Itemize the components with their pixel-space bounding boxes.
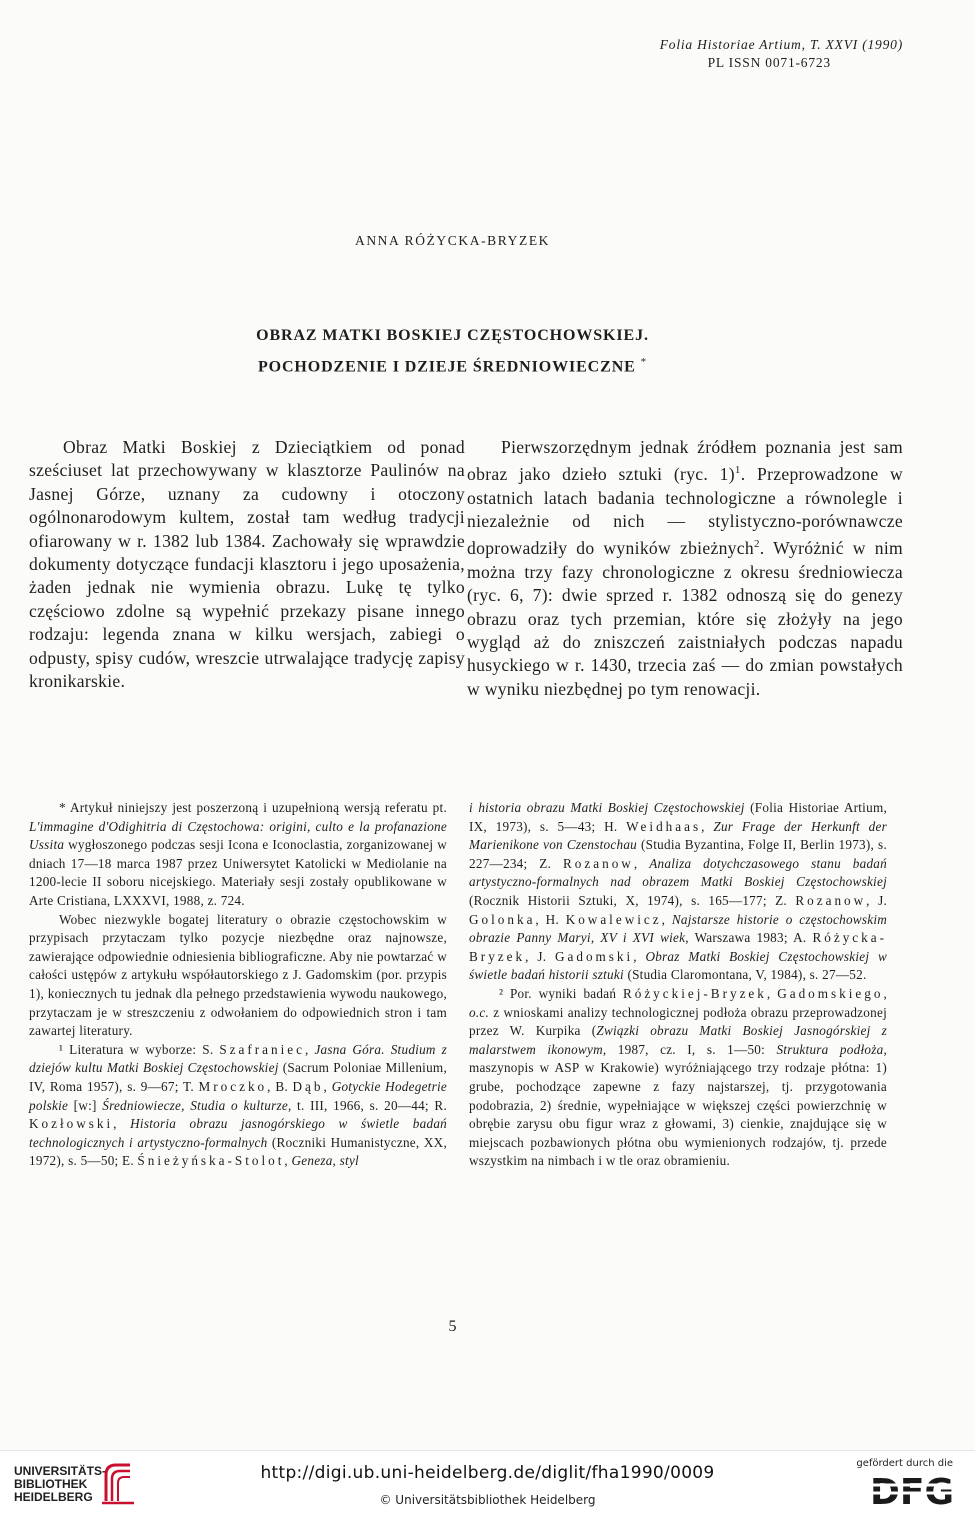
journal-header	[660, 36, 903, 72]
footnote-1: ¹ Literatura w wyborze: S. Szafraniec, Jasna Góra. Studium z dziejów kultu Matki Boskiej Częstochowskiej (Sacrum Poloniae Millenium, IV, Roma 1957), s. 9—67; T. Mroczko, B. Dąb, Gotyckie Hodegetrie polskie [w:] Średniowiecze, Studia o kulturze, t. III, 1966, s. 20—44; R. Kozłowski, Historia obrazu jasnogórskiego w świetle badań technologicznych i artystyczno-formalnych (Roczniki Humanistyczne, XX, 1972), s. 5—50; E. Śnieżyńska-Stolot, Geneza, styl	[29, 1041, 448, 1169]
title-line-1: OBRAZ MATKI BOSKIEJ CZĘSTOCHOWSKIEJ.	[256, 327, 649, 344]
footnote-star-continued: Wobec niezwykle bogatej literatury o obrazie częstochowskim w przypisach przytaczam tylko pozycje niezbędne oraz najnowsze, zawierające odpowiednie odniesienia bibliograficzne. Aby nie powtarzać w całości ustępów z artykułu współautorskiego z J. Gadomskim (por. przypis 1), koniecznych tu jednak dla pełnego przedstawienia wywodu naukowego, przytaczam je w streszczeniu z odwołaniem do odpowiednich stron i tam zawartej literatury.	[29, 911, 447, 1039]
footnotes-column-right	[469, 799, 887, 1171]
viewer-footer	[0, 1450, 975, 1518]
funded-by-label: gefördert durch die	[856, 1458, 953, 1469]
title-footnote-mark: *	[640, 356, 648, 368]
permalink-url[interactable]: http://digi.ub.uni-heidelberg.de/diglit/fha1990/0009	[260, 1463, 715, 1483]
page-number: 5	[448, 1318, 457, 1335]
dfg-logo-text: DFG	[869, 1472, 955, 1509]
issn: PL ISSN 0071-6723	[707, 55, 831, 70]
footnotes-column-left	[29, 799, 447, 1171]
dfg-logo[interactable]	[867, 1471, 957, 1509]
article-title	[0, 322, 905, 380]
footnote-ref-2[interactable]: 2	[753, 538, 760, 551]
footnote-2: ² Por. wyniki badań Różyckiej-Bryzek, Gadomskiego, o.c. z wnioskami analizy technologicznej podłoża obrazu przeprowadzonej przez W. Kurpika (Związki obrazu Matki Boskiej Jasnogórskiej z malarstwem ikonowym, 1987, cz. I, s. 1—50: Struktura podłoża, maszynopis w ASP w Krakowie) wyróżniającego trzy rodzaje płótna: 1) grube, pochodzące zapewne z fazy najstarszej, tj. przygotowania podobrazia, 2) średnie, wypełniające w większej części powierzchnię w obrębie zarysu obu figur wraz z głowami, 3) cienkie, znajdujące się w miejscach pozbawionych płótna obu wymienionych rodzajów, tj. przede wszystkim na nimbach i w tle oraz obramieniu.	[469, 985, 887, 1169]
library-logo-text[interactable]: UNIVERSITÄTS- BIBLIOTHEK HEIDELBERG	[14, 1464, 107, 1504]
body-paragraph-2: Pierwszorzędnym jednak źródłem poznania jest sam obraz jako dzieło sztuki (ryc. 1)$^1$. Przeprowadzone w ostatnich latach badania technologiczne a równolegle i niezależnie od nich — stylistyczno-porównawcze doprowadziły do wyników zbieżnych$^2$. Wyróżnić w nim można trzy fazy chronologiczne z okresu średniowiecza (ryc. 6, 7): dwie sprzed r. 1382 odnoszą się do genezy obrazu oraz tych przemian, które się złożyły na jego wygląd aż do zniszczeń zaistniałych podczas napadu husyckiego w r. 1430, trzecia zaś — do zmian powstałych w wyniku niezbędnej po tym renowacji.	[467, 437, 903, 699]
footnote-1-continued: i historia obrazu Matki Boskiej Częstochowskiej (Folia Historiae Artium, IX, 1973), s. 5—43; H. Weidhaas, Zur Frage der Herkunft der Marienikone von Czenstochau (Studia Byzantina, Folge II, Berlin 1973), s. 227—234; Z. Rozanow, Analiza dotychczasowego stanu badań artystyczno-formalnych nad obrazem Matki Boskiej Częstochowskiej (Rocznik Historii Sztuki, X, 1974), s. 165—177; Z. Rozanow, J. Golonka, H. Kowalewicz, Najstarsze historie o częstochowskim obrazie Panny Maryi, XV i XVI wiek, Warszawa 1983; A. Różycka-Bryzek, J. Gadomski, Obraz Matki Boskiej Częstochowskiej w świetle badań historii sztuki (Studia Claromontana, V, 1984), s. 27—52.	[469, 800, 888, 983]
article-author: ANNA RÓŻYCKA-BRYZEK	[354, 233, 551, 248]
body-column-left	[29, 436, 465, 693]
footnote-star: * Artykuł niniejszy jest poszerzoną i uzupełnioną wersją referatu pt. L'immagine d'Odighitria di Częstochowa: origini, culto e la profanazione Ussita wygłoszonego podczas sesji Icona e Iconoclastia, zorganizowanej w dniach 17—18 marca 1987 przez Uniwersytet Katolicki w Mediolanie na 1200-lecie II soboru nicejskiego. Materiały sesji zostały opublikowane w Arte Cristiana, LXXXVI, 1988, z. 724.	[29, 800, 447, 908]
title-line-2: POCHODZENIE I DZIEJE ŚREDNIOWIECZNE *	[257, 356, 648, 376]
body-column-right	[467, 436, 903, 701]
journal-title: Folia Historiae Artium, T. XXVI (1990)	[659, 37, 903, 52]
copyright-notice: © Universitätsbibliothek Heidelberg	[379, 1493, 596, 1507]
body-paragraph-1: Obraz Matki Boskiej z Dzieciątkiem od ponad sześciuset lat przechowywany w klasztorze Paulinów na Jasnej Górze, uznany za cudowny i otoczony ogólnonarodowym kultem, został tam według tradycji ofiarowany w r. 1382 lub 1384. Zachowały się wprawdzie dokumenty dotyczące fundacji klasztoru i jego uposażenia, żaden jednak nie wymienia obrazu. Lukę tę tylko częściowo zdolne są wypełnić przekazy pisane innego rodzaju: legenda znana w kilku wersjach, zabiegi o odpusty, spisy cudów, wreszcie utrwalające tradycję zapisy kronikarskie.	[29, 437, 465, 692]
footnote-ref-1[interactable]: 1	[734, 464, 741, 477]
